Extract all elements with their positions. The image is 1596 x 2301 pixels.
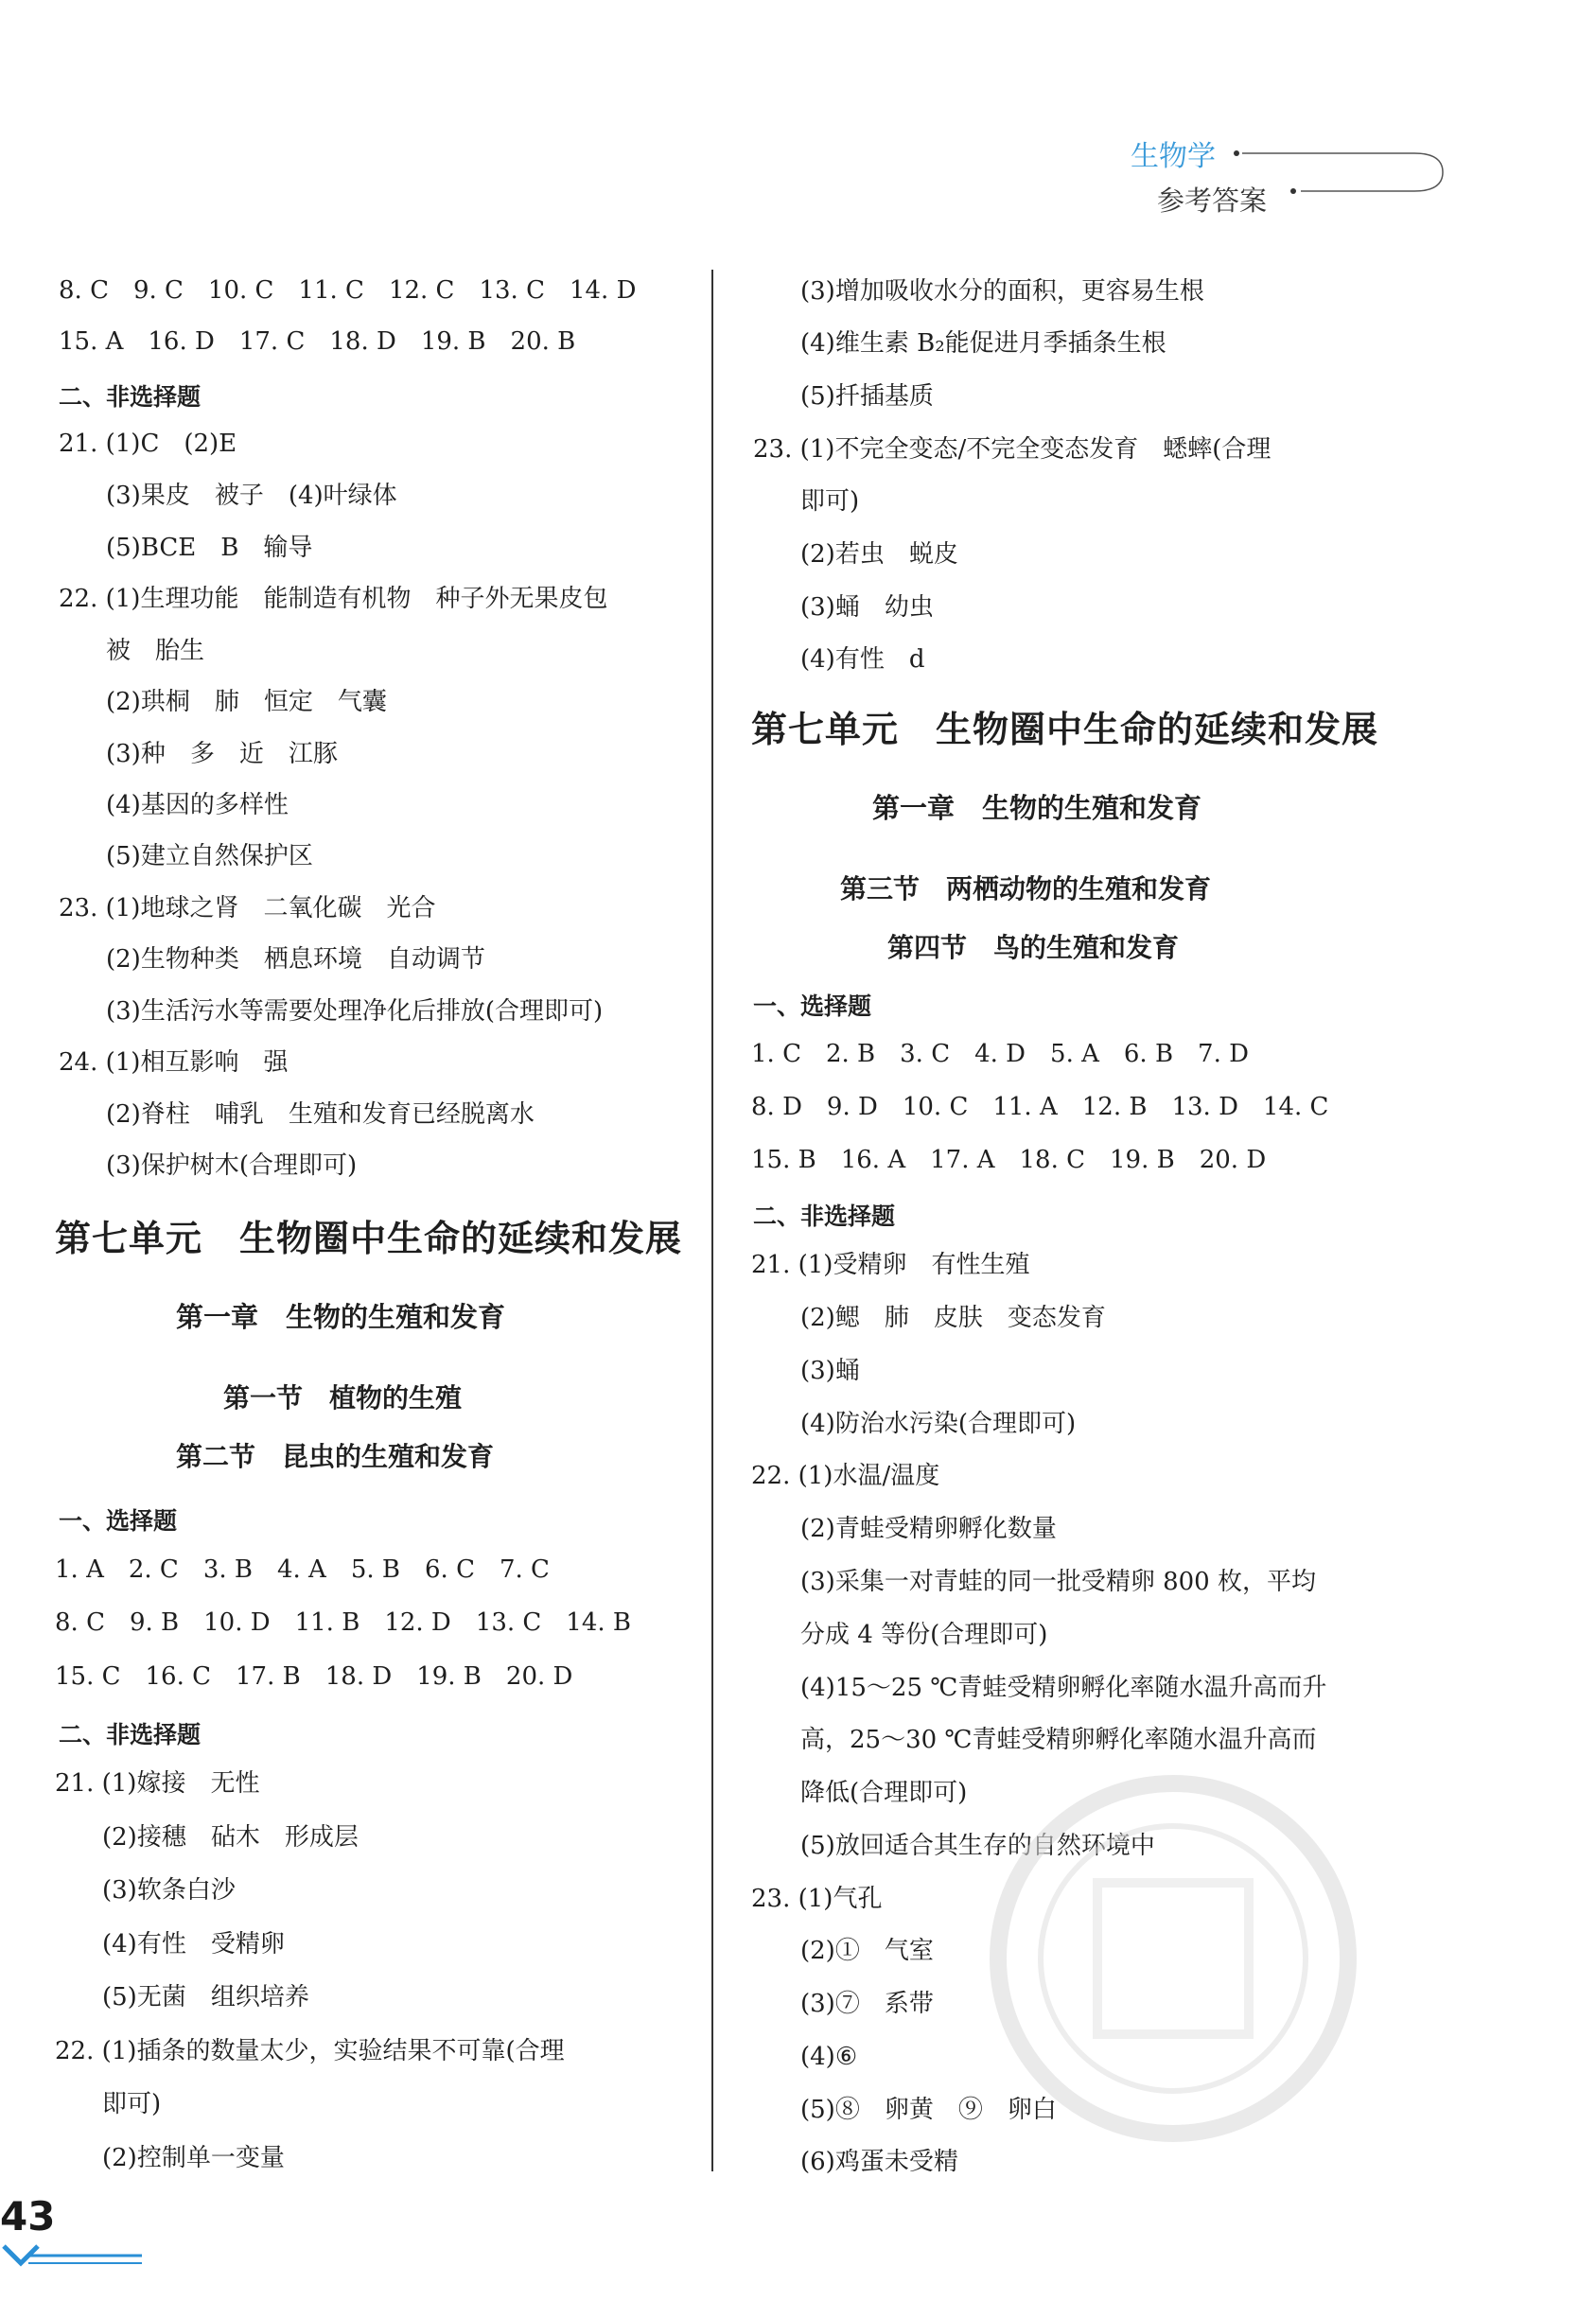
answer-line: (3)增加吸收水分的面积，更容易生根 bbox=[800, 277, 1204, 306]
answer-line: 8. D 9. D 10. C 11. A 12. B 13. D 14. C bbox=[751, 1093, 1329, 1121]
answer-line: 22. (1)水温/温度 bbox=[751, 1462, 940, 1490]
answer-line: (2)接穗 砧木 形成层 bbox=[102, 1823, 359, 1852]
chapter-title: 第一章 生物的生殖和发育 bbox=[176, 1301, 506, 1333]
answer-line: 15. C 16. C 17. B 18. D 19. B 20. D bbox=[55, 1662, 573, 1691]
answer-line: 15. A 16. D 17. C 18. D 19. B 20. B bbox=[59, 327, 576, 356]
column-divider bbox=[711, 270, 713, 2171]
answer-line: 降低(合理即可) bbox=[800, 1779, 968, 1807]
answer-line: (4)15～25 ℃青蛙受精卵孵化率随水温升高而升 bbox=[800, 1674, 1327, 1702]
category-heading: 二、非选择题 bbox=[59, 1721, 202, 1748]
answer-line: (4)有性 d bbox=[800, 645, 925, 674]
answer-line: 24. (1)相互影响 强 bbox=[59, 1048, 289, 1077]
answer-line: (2)青蛙受精卵孵化数量 bbox=[800, 1515, 1057, 1543]
answer-line: 21. (1)C (2)E bbox=[59, 430, 237, 458]
section-title: 第一节 植物的生殖 bbox=[223, 1382, 463, 1414]
answer-line: 15. B 16. A 17. A 18. C 19. B 20. D bbox=[751, 1146, 1267, 1174]
answer-line: (3)采集一对青蛙的同一批受精卵 800 枚，平均 bbox=[800, 1568, 1316, 1596]
answer-line: (3)保护树木(合理即可) bbox=[106, 1151, 358, 1180]
answer-line: 23. (1)地球之肾 二氧化碳 光合 bbox=[59, 894, 436, 922]
answer-line: (5)建立自然保护区 bbox=[106, 842, 313, 870]
page-header bbox=[1131, 132, 1452, 227]
answer-line: 高，25～30 ℃青蛙受精卵孵化率随水温升高而 bbox=[800, 1726, 1317, 1754]
answer-line: 1. A 2. C 3. B 4. A 5. B 6. C 7. C bbox=[55, 1555, 550, 1584]
category-heading: 二、非选择题 bbox=[753, 1203, 896, 1230]
header-decoration bbox=[1131, 132, 1452, 227]
answer-line: (3)生活污水等需要处理净化后排放(合理即可) bbox=[106, 997, 604, 1026]
answer-line: (4)防治水污染(合理即可) bbox=[800, 1410, 1077, 1438]
section-title: 第四节 鸟的生殖和发育 bbox=[887, 932, 1180, 963]
answer-line: (5)BCE B 输导 bbox=[106, 534, 313, 562]
answer-line: (5)扦插基质 bbox=[800, 382, 934, 411]
answer-line: (2)① 气室 bbox=[800, 1937, 934, 1965]
answer-line: 22. (1)生理功能 能制造有机物 种子外无果皮包 bbox=[59, 585, 608, 613]
answer-line: 即可) bbox=[102, 2090, 162, 2118]
section-title: 第三节 两栖动物的生殖和发育 bbox=[840, 873, 1212, 905]
section-title: 第二节 昆虫的生殖和发育 bbox=[176, 1441, 495, 1472]
answer-line: 23. (1)气孔 bbox=[751, 1885, 883, 1913]
answer-line: (3)⑦ 系带 bbox=[800, 1990, 934, 2018]
answer-line: (4)基因的多样性 bbox=[106, 791, 289, 819]
unit-title: 第七单元 生物圈中生命的延续和发展 bbox=[55, 1218, 683, 1259]
answer-line: (3)软条白沙 bbox=[102, 1876, 236, 1905]
answer-line: (4)⑥ bbox=[800, 2043, 858, 2071]
answer-line: (2)脊柱 哺乳 生殖和发育已经脱离水 bbox=[106, 1100, 535, 1129]
subject-label: 生物学 bbox=[1131, 140, 1216, 173]
answer-line: 8. C 9. C 10. C 11. C 12. C 13. C 14. D bbox=[59, 276, 637, 305]
answer-line: (3)蛹 bbox=[800, 1357, 860, 1385]
answer-line: 被 胎生 bbox=[106, 637, 205, 665]
answer-line: (3)蛹 幼虫 bbox=[800, 593, 934, 622]
answers-label: 参考答案 bbox=[1157, 184, 1268, 217]
answer-line: (6)鸡蛋未受精 bbox=[800, 2148, 958, 2176]
category-heading: 一、选择题 bbox=[753, 992, 872, 1020]
answer-line: (2)若虫 蜕皮 bbox=[800, 540, 958, 569]
answer-line: (5)无菌 组织培养 bbox=[102, 1983, 309, 2011]
answer-line: 1. C 2. B 3. C 4. D 5. A 6. B 7. D bbox=[751, 1040, 1249, 1068]
answer-line: (2)珙桐 肺 恒定 气囊 bbox=[106, 688, 387, 716]
page-number-decoration bbox=[0, 2240, 151, 2278]
answer-line: (2)控制单一变量 bbox=[102, 2144, 285, 2172]
answer-line: (5)⑧ 卵黄 ⑨ 卵白 bbox=[800, 2096, 1057, 2124]
chapter-title: 第一章 生物的生殖和发育 bbox=[872, 792, 1202, 824]
answer-line: (3)果皮 被子 (4)叶绿体 bbox=[106, 482, 397, 510]
answer-line: (2)生物种类 栖息环境 自动调节 bbox=[106, 945, 485, 974]
page-number: 43 bbox=[0, 2193, 56, 2240]
answer-line: 21. (1)受精卵 有性生殖 bbox=[751, 1251, 1030, 1279]
category-heading: 二、非选择题 bbox=[59, 383, 202, 411]
answer-line: (3)种 多 近 江豚 bbox=[106, 740, 338, 768]
answer-line: 分成 4 等份(合理即可) bbox=[800, 1621, 1048, 1649]
answer-line: 即可) bbox=[800, 487, 860, 516]
answer-line: 22. (1)插条的数量太少，实验结果不可靠(合理 bbox=[55, 2037, 565, 2065]
answer-line: (2)鳃 肺 皮肤 变态发育 bbox=[800, 1304, 1106, 1332]
answer-line: 23. (1)不完全变态/不完全变态发育 蟋蟀(合理 bbox=[753, 435, 1272, 464]
unit-title: 第七单元 生物圈中生命的延续和发展 bbox=[751, 709, 1379, 750]
answer-line: 21. (1)嫁接 无性 bbox=[55, 1769, 260, 1798]
answer-line: (4)有性 受精卵 bbox=[102, 1930, 285, 1958]
answer-line: 8. C 9. B 10. D 11. B 12. D 13. C 14. B bbox=[55, 1608, 632, 1637]
category-heading: 一、选择题 bbox=[59, 1507, 178, 1535]
watermark-seal bbox=[984, 1760, 1362, 2157]
answer-line: (4)维生素 B₂能促进月季插条生根 bbox=[800, 329, 1166, 358]
answer-line: (5)放回适合其生存的自然环境中 bbox=[800, 1832, 1155, 1860]
